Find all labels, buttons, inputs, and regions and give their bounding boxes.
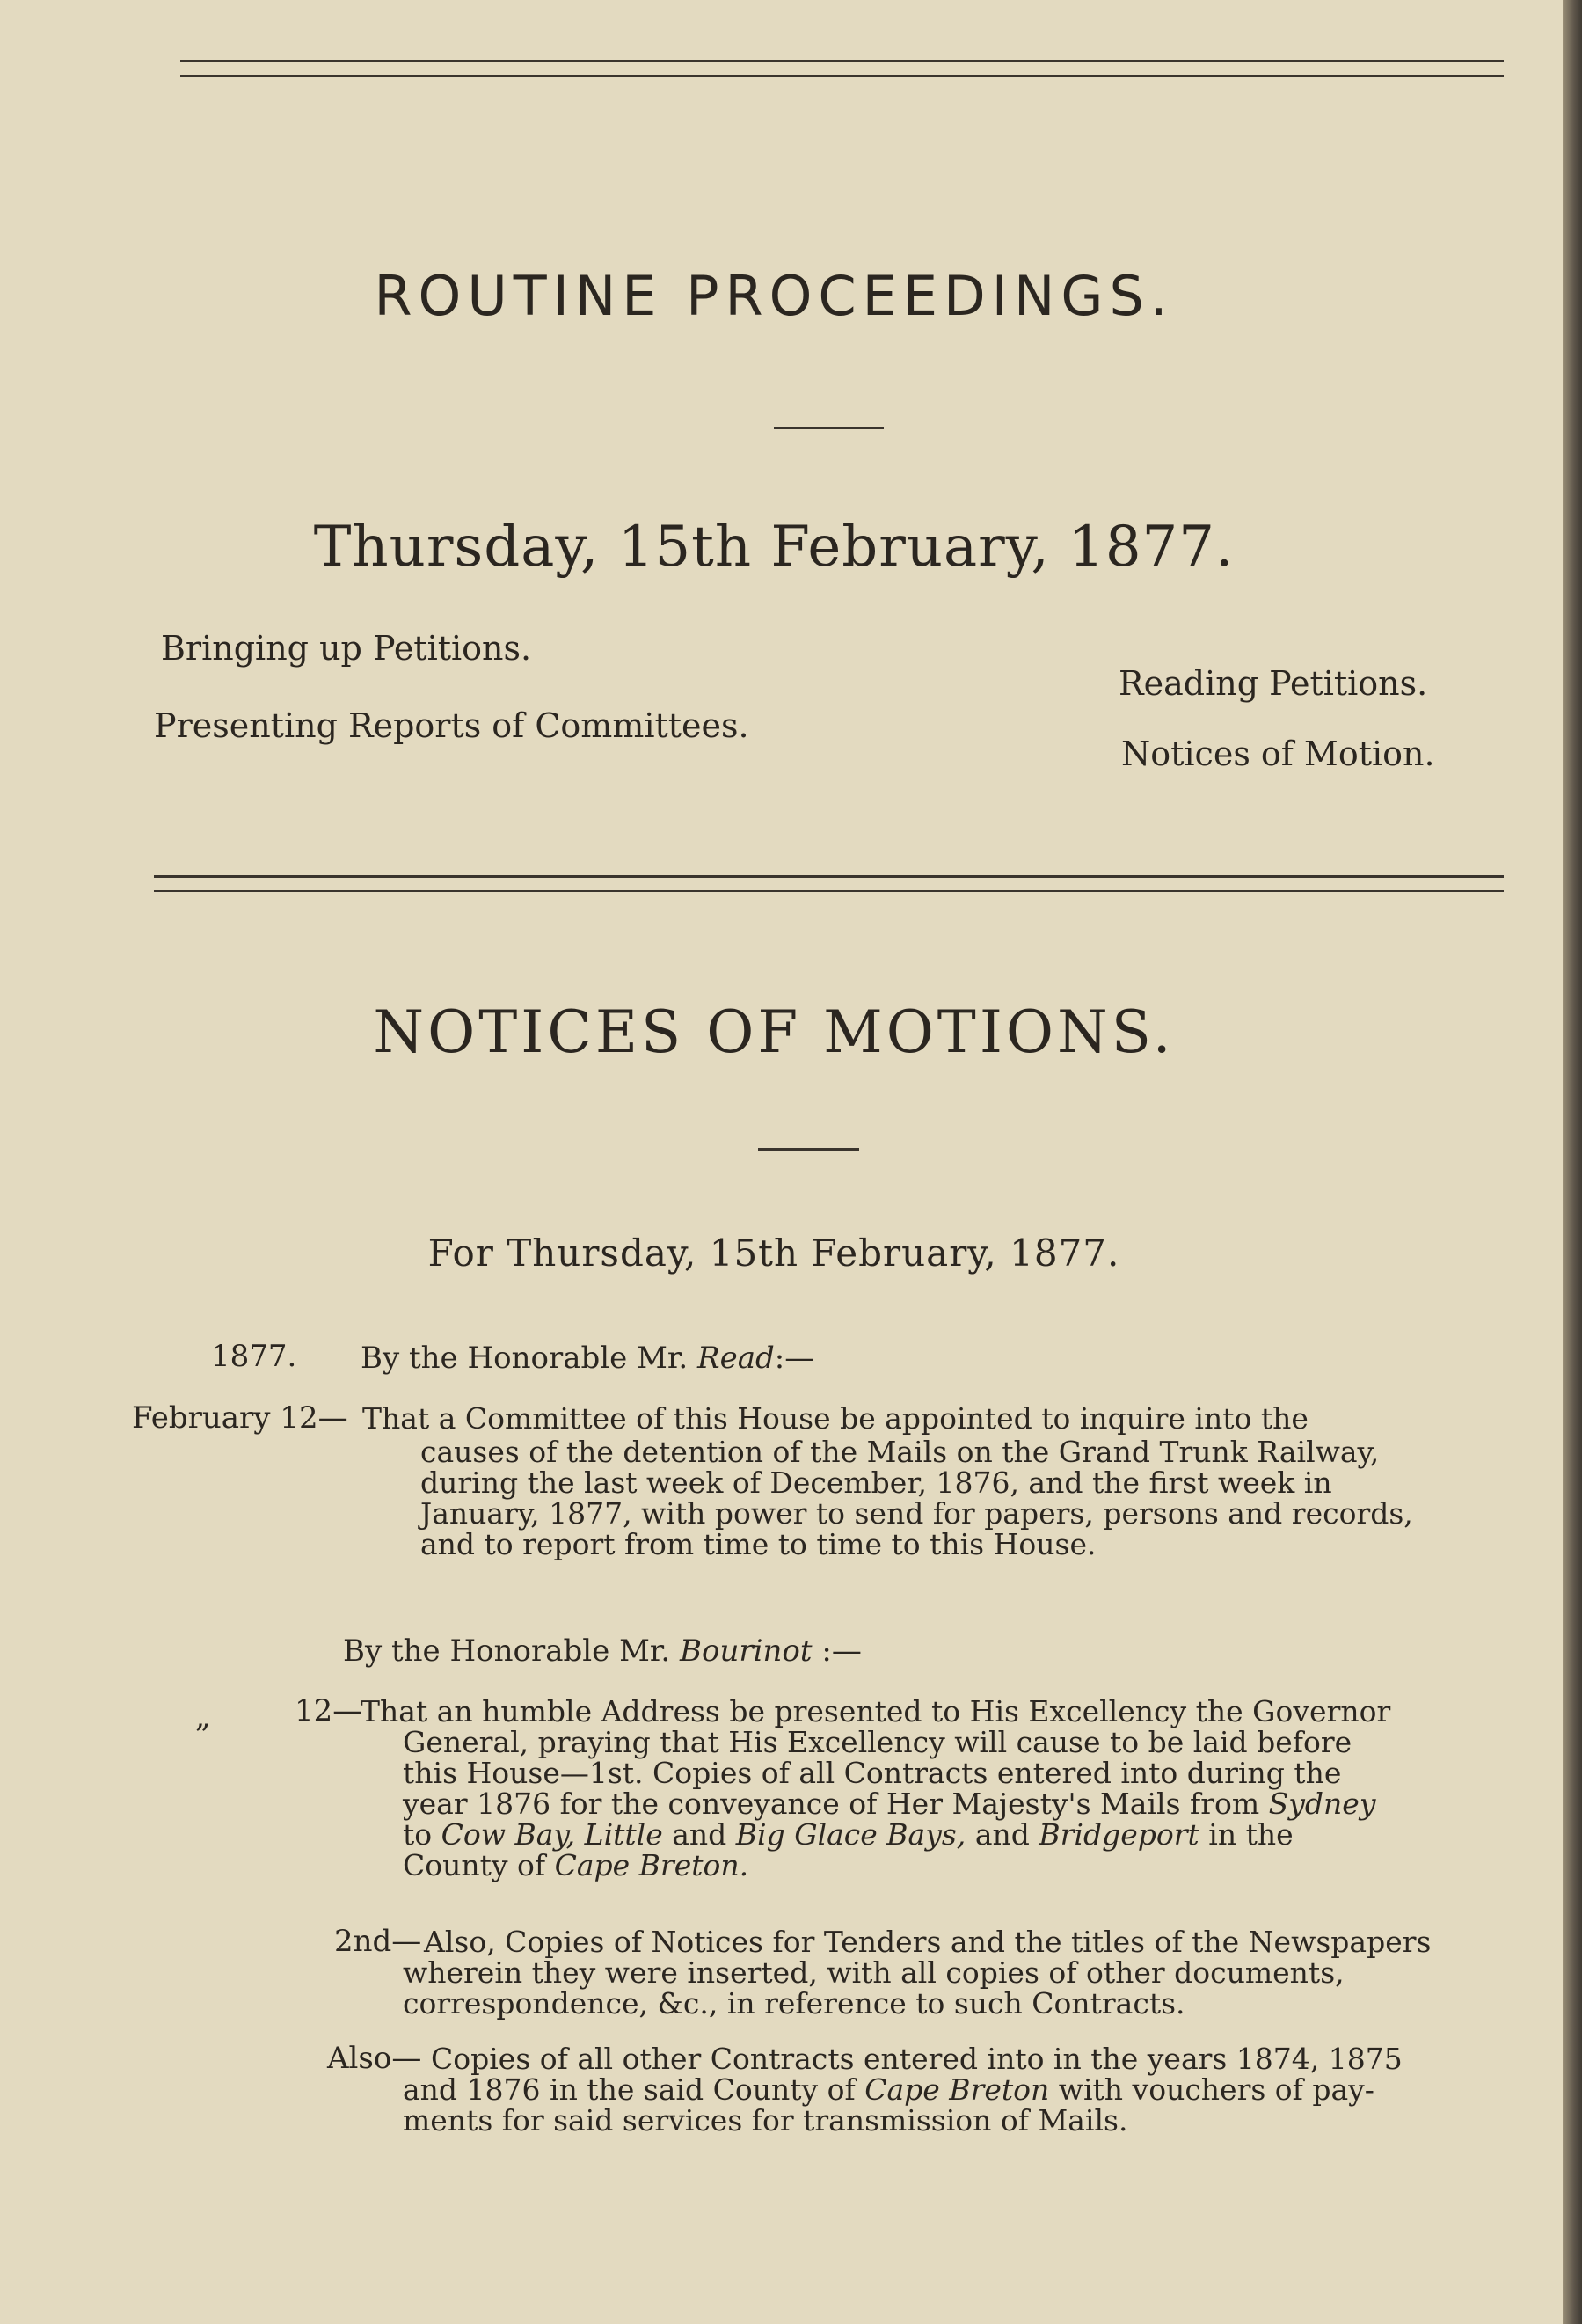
motion2-mover: By the Honorable Mr. Bourinot :— bbox=[343, 1633, 862, 1669]
routine-date: Thursday, 15th February, 1877. bbox=[313, 515, 1235, 580]
motion2-para2: Also, Copies of Notices for Tenders and the titles of the Newspapers bbox=[424, 1925, 1432, 1959]
motion2-para2-cont: wherein they were inserted, with all copies of other documents, correspondence, &c., in reference to such Contracts. bbox=[403, 1955, 1345, 2021]
routine-item-presenting-reports: Presenting Reports of Committees. bbox=[154, 706, 749, 745]
routine-item-bringing-up-petitions: Bringing up Petitions. bbox=[161, 629, 532, 668]
motion1-text: That a Committee of this House be appointed to inquire into the bbox=[362, 1401, 1309, 1436]
motion2-para1-cont: General, praying that His Excellency will cause to be laid before this House—1st. Copies of all Contracts entered into during the year 1876 for the conveyance of Her Majesty's Mails from Sydney to Cow Bay, Little and Big Glace Bays, and Bridgeport in the County of Cape Breton. bbox=[403, 1725, 1376, 1882]
notices-divider bbox=[758, 1148, 859, 1151]
page-binding-edge bbox=[1563, 0, 1582, 2324]
middle-double-rule bbox=[154, 875, 1504, 892]
motion1-date: February 12— bbox=[132, 1400, 348, 1436]
notices-for-date: For Thursday, 15th February, 1877. bbox=[427, 1231, 1120, 1275]
title-divider bbox=[774, 427, 884, 429]
motion2-para3-lead: Also— bbox=[327, 2041, 422, 2076]
top-double-rule bbox=[180, 60, 1504, 77]
motion2-para2-lead: 2nd— bbox=[334, 1924, 422, 1959]
motion2-para3-cont: and 1876 in the said County of Cape Breton with vouchers of pay- ments for said services for transmission of Mails. bbox=[403, 2072, 1374, 2138]
routine-item-notices-of-motion: Notices of Motion. bbox=[1121, 734, 1435, 773]
ditto-mark: „ bbox=[195, 1699, 211, 1735]
motion1-text-cont: causes of the detention of the Mails on the Grand Trunk Railway, during the last week of December, 1876, and the first week in January, 1877, with power to send for papers, persons and records, and to report from time to time to this House. bbox=[420, 1435, 1413, 1561]
motion2-date: 12— bbox=[295, 1693, 363, 1728]
motion1-mover: By the Honorable Mr. Read:— bbox=[361, 1341, 815, 1376]
routine-item-reading-petitions: Reading Petitions. bbox=[1119, 664, 1428, 703]
routine-title: ROUTINE PROCEEDINGS. bbox=[374, 264, 1174, 328]
year-label: 1877. bbox=[211, 1339, 297, 1374]
motion2-para1: That an humble Address be presented to His Excellency the Governor bbox=[361, 1694, 1391, 1728]
motion2-para3: Copies of all other Contracts entered into in the years 1874, 1875 bbox=[431, 2042, 1403, 2076]
notices-title: NOTICES OF MOTIONS. bbox=[373, 998, 1175, 1066]
